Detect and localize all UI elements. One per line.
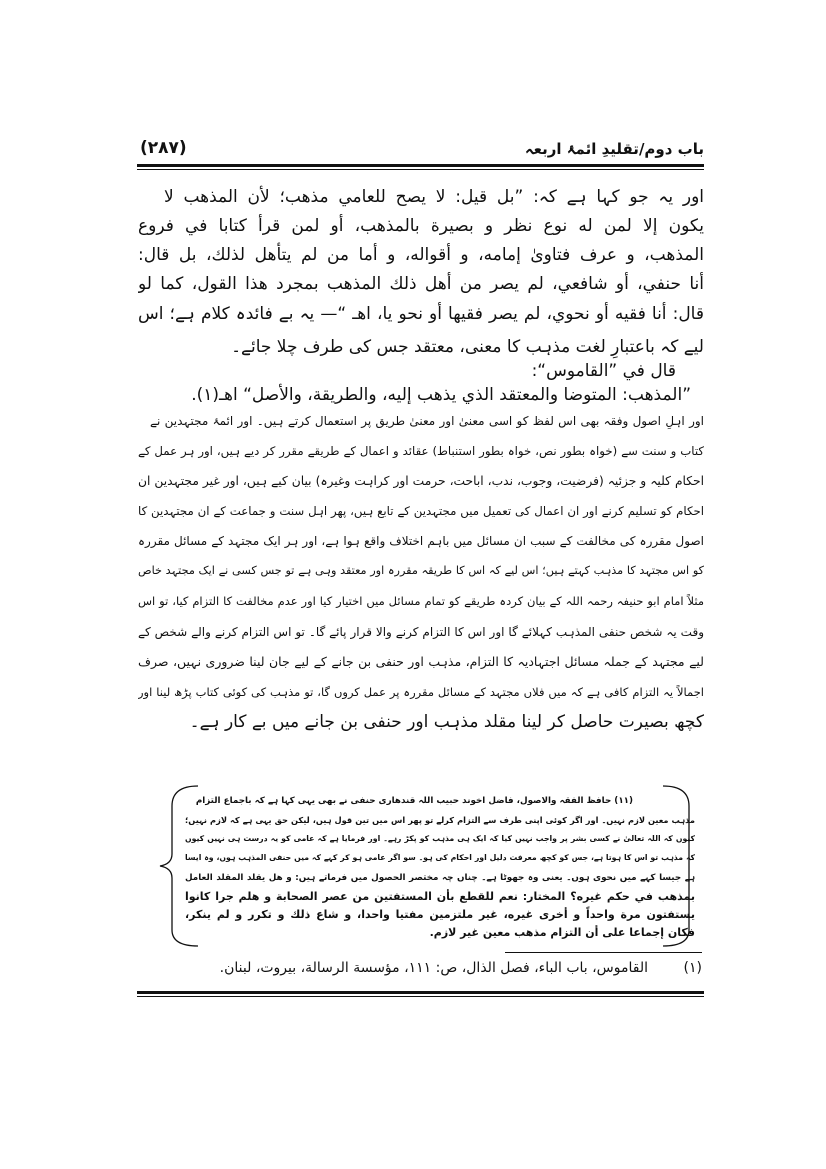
page-number: (۲۸۷) bbox=[140, 138, 187, 158]
note-line: بمذهب في حكم غيره؟ المختار: نعم للقطع بأن المستفتين من عصر الصحابة و هلم جرا كانوا bbox=[185, 890, 695, 903]
text-line: لیے مجتہد کے جملہ مسائل اجتہادیہ کا التزام، مذہب اور حنفی بن جانے کے لیے جان لینا ضروری نہیں، صرف bbox=[138, 654, 704, 669]
footnote-separator bbox=[505, 952, 702, 953]
chapter-title: باب دوم/تقلیدِ ائمۂ اربعہ bbox=[524, 140, 704, 158]
footer-rule bbox=[137, 991, 704, 997]
note-line: (۱۱) حافظ الفقہ والاصول، فاضل اخوند حبیب اللہ قندھاری حنفی نے بھی یہی کہا ہے کہ باجماع التزام bbox=[195, 796, 633, 806]
text-line: قال في ”القاموس“: bbox=[531, 361, 676, 381]
text-line: مثلاً امام ابو حنیفہ رحمہ اللہ کے بیان کردہ طریقے کو تمام مسائل میں اختیار کیا اور عدم مخالفت کا التزام کیا، تو اس bbox=[138, 594, 704, 608]
note-box bbox=[158, 784, 703, 948]
text-line: لیے کہ باعتبارِ لغت مذہب کا معنی، معتقد جس کی طرف چلا جائے۔ bbox=[231, 337, 704, 357]
text-line: کتاب و سنت سے (خواہ بطور نص، خواہ بطور استنباط) عقائد و اعمال کے طریقے مقرر کر دیے ہیں، اور ہر عمل کے bbox=[138, 444, 704, 458]
header-rule bbox=[137, 164, 704, 170]
text-line: قال: أنا فقيه أو نحوي، لم يصر فقيها أو نحو يا، اهـ “— یہ بے فائدہ کلام ہے؛ اس bbox=[138, 304, 704, 324]
text-line: المذهب، و عرف فتاوىٰ إمامه، و أقواله، و أما من لم يتأهل لذلك، بل قال: bbox=[138, 245, 704, 265]
text-line: احکام کلیہ و جزئیہ (فرضیت، وجوب، ندب، اباحت، حرمت اور کراہت وغیرہ) بیان کیے ہیں، اور غیر مجتہدین ان bbox=[138, 474, 704, 488]
note-line: فكان إجماعا على أن التزام مذهب معين غير لازم. bbox=[429, 926, 695, 939]
text-line: کو اس مجتہد کا مذہب کہتے ہیں؛ اس لیے کہ اس کا طریقہ مقررہ اور معتقد وہی ہے تو جس کسی نے ایک مجتہد خاص bbox=[138, 564, 704, 577]
footnote-text: القاموس، باب الباء، فصل الذال، ص: ١١١، مؤسسة الرسالة، بيروت، لبنان. bbox=[219, 960, 648, 976]
text-line: اصول مقررہ کی مخالفت کے سبب ان مسائل میں باہم اختلاف واقع ہوا ہے، اور ہر ایک مجتہد کے مسائل مقررہ bbox=[138, 534, 704, 548]
footnote-number: (١) bbox=[683, 960, 702, 976]
quote-line: ”المذهب: المتوضا والمعتقد الذي يذهب إليه، والطريقة، والأصل“ اهـ(١). bbox=[191, 385, 691, 405]
text-line: اجمالاً یہ التزام کافی ہے کہ میں فلاں مجتہد کے مسائل مقررہ پر عمل کروں گا، تو مذہب کی کوئی کتاب پڑھ لینا اور bbox=[138, 685, 704, 699]
note-line: مذہب معین لازم نہیں۔ اور اگر کوئی اپنی طرف سے التزام کرلے تو پھر اس میں تین قول ہیں، لیکن حق یہی ہے کہ لازم نہیں؛ bbox=[185, 815, 695, 825]
text-line: وقت یہ شخص حنفی المذہب کہلائے گا اور اس کا التزام کرنے والا قرار پائے گا۔ تو اس التزام کرنے والے شخص کے bbox=[138, 625, 704, 639]
text-line: يكون إلا لمن له نوع نظر و بصيرة بالمذهب، أو لمن قرأ كتابا في فروع bbox=[138, 216, 704, 236]
note-line: ہے جیسا کہے میں نحوی ہوں۔ یعنی وہ جھوٹا ہے۔ چناں چہ مختصر الحصول میں فرماتے ہیں: و هل يقلد المقلد العامل bbox=[185, 873, 695, 883]
note-line: کیوں کہ اللہ تعالیٰ نے کسی بشر پر واجب نہیں کیا کہ ایک ہی مذہب کو پکڑ رہے۔ اور فرمایا ہے کہ عامی کو یہ درست ہی نہیں کیوں bbox=[185, 834, 695, 843]
text-line: اور اہلِ اصول وفقہ بھی اس لفظ کو اسی معنیٰ اور معنیٰ طریق پر استعمال کرتے ہیں۔ اور ائمۂ مجتہدین نے bbox=[150, 414, 704, 428]
text-line: احکام کو تسلیم کرنے اور ان اعمال کی تعمیل میں مجتہدین کے تابع ہیں، پھر اہل سنت و جماعت کے ان مجتہدین کا bbox=[138, 504, 704, 518]
note-line: کہ مذہب تو اس کا ہوتا ہے، جس کو کچھ معرفت دلیل اور احکام کی ہو۔ سو اگر عامی ہو کر کہے کہ میں حنفی المذہب ہوں، وہ ایسا bbox=[185, 853, 695, 862]
text-line: أنا حنفي، أو شافعي، لم يصر من أهل ذلك المذهب بمجرد هذا القول، كما لو bbox=[138, 274, 704, 294]
text-line: اور یہ جو کہا ہے کہ: ”بل قیل: لا یصح للعامي مذهب؛ لأن المذهب لا bbox=[164, 187, 704, 207]
text-line: کچھ بصیرت حاصل کر لینا مقلد مذہب اور حنفی بن جانے میں بے کار ہے۔ bbox=[189, 712, 704, 732]
note-line: يستفتون مرة واحداً و أخرى غيره، غير ملتزمين مفتيا واحدا، و شاع ذلك و تكرر و لم ينكر، bbox=[185, 908, 695, 921]
